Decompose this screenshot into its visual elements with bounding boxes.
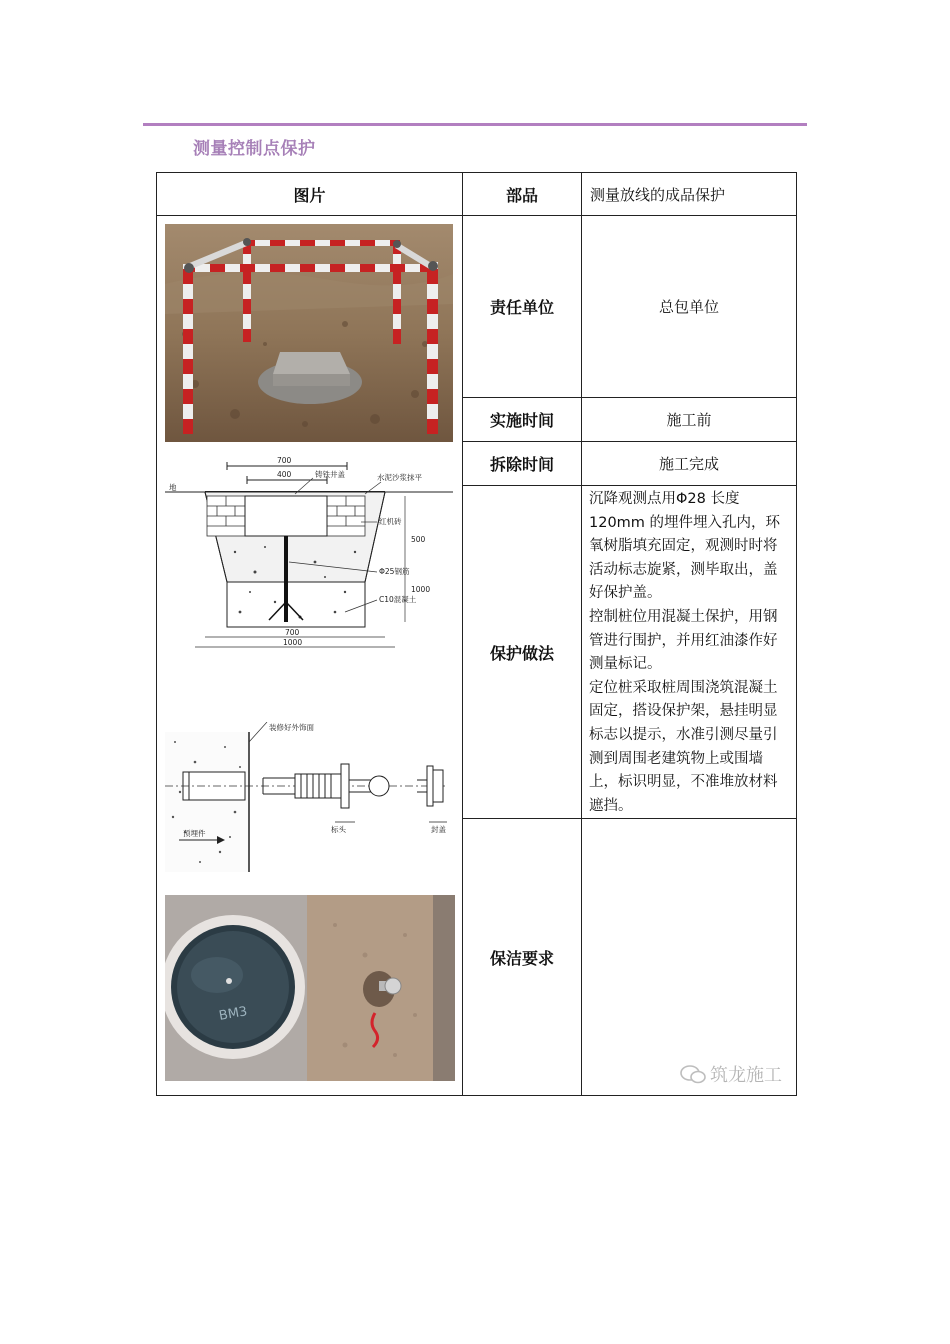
label-embed: 预埋件 bbox=[183, 829, 206, 838]
heading-rule bbox=[143, 123, 807, 126]
unit-label: 责任单位 bbox=[463, 216, 582, 398]
label-mortar: 水泥沙浆抹平 bbox=[377, 473, 422, 482]
fenced-survey-point-photo bbox=[165, 224, 453, 442]
watermark-text: 筑龙施工 bbox=[710, 1065, 782, 1087]
label-concrete: C10混凝土 bbox=[379, 595, 417, 604]
watermark bbox=[680, 1061, 782, 1087]
label-cover: 铸铁井盖 bbox=[315, 470, 345, 479]
picture-column-header: 图片 bbox=[157, 173, 463, 216]
dim-side2: 1000 bbox=[411, 585, 431, 594]
dim-bottom1: 700 bbox=[285, 628, 300, 637]
section-heading: 测量控制点保护 bbox=[193, 139, 316, 159]
label-rebar: Φ25钢筋 bbox=[379, 567, 410, 576]
picture-cell bbox=[157, 216, 463, 1096]
unit-value: 总包单位 bbox=[582, 216, 797, 398]
label-head: 标头 bbox=[331, 825, 346, 834]
cleaning-label: 保洁要求 bbox=[463, 819, 582, 1096]
part-value: 测量放线的成品保护 bbox=[582, 173, 797, 216]
method-paragraph-2: 控制桩位用混凝土保护，用钢管进行围护，并用红油漆作好测量标记。 bbox=[589, 608, 778, 673]
label-brick: 红机砖 bbox=[379, 517, 402, 526]
dim-top: 700 bbox=[277, 456, 292, 465]
label-cap: 封盖 bbox=[431, 825, 446, 834]
method-paragraph-3: 定位桩采取桩周围浇筑混凝土固定，搭设保护架，悬挂明显标志以提示，水准引测尽量引测到周围老建筑物上或围墙上，标识明显，不准堆放材料遮挡。 bbox=[589, 679, 778, 814]
implement-time-label: 实施时间 bbox=[463, 398, 582, 442]
label-ground: 地 bbox=[169, 483, 177, 492]
benchmark-photos bbox=[165, 895, 455, 1081]
bm-mark: BM3 bbox=[217, 1004, 249, 1024]
dim-side1: 500 bbox=[411, 535, 426, 544]
method-paragraph-1: 沉降观测点用Φ28 长度120mm 的埋件埋入孔内，环氧树脂填充固定，观测时时将活动标志旋紧，测毕取出，盖好保护盖。 bbox=[589, 491, 781, 602]
implement-time-value: 施工前 bbox=[582, 398, 797, 442]
settlement-marker-diagram bbox=[165, 722, 453, 880]
method-label: 保护做法 bbox=[463, 486, 582, 819]
label-wall: 装修好外饰面 bbox=[269, 723, 314, 732]
wechat-icon bbox=[680, 1064, 706, 1084]
removal-time-label: 拆除时间 bbox=[463, 442, 582, 486]
survey-pit-section-diagram bbox=[165, 452, 453, 658]
cleaning-value-cell bbox=[582, 819, 797, 1096]
dim-bottom2: 1000 bbox=[283, 638, 303, 647]
method-text bbox=[582, 486, 797, 819]
protection-table bbox=[156, 172, 797, 1096]
removal-time-value: 施工完成 bbox=[582, 442, 797, 486]
dim-inner: 400 bbox=[277, 470, 292, 479]
part-label: 部品 bbox=[463, 173, 582, 216]
